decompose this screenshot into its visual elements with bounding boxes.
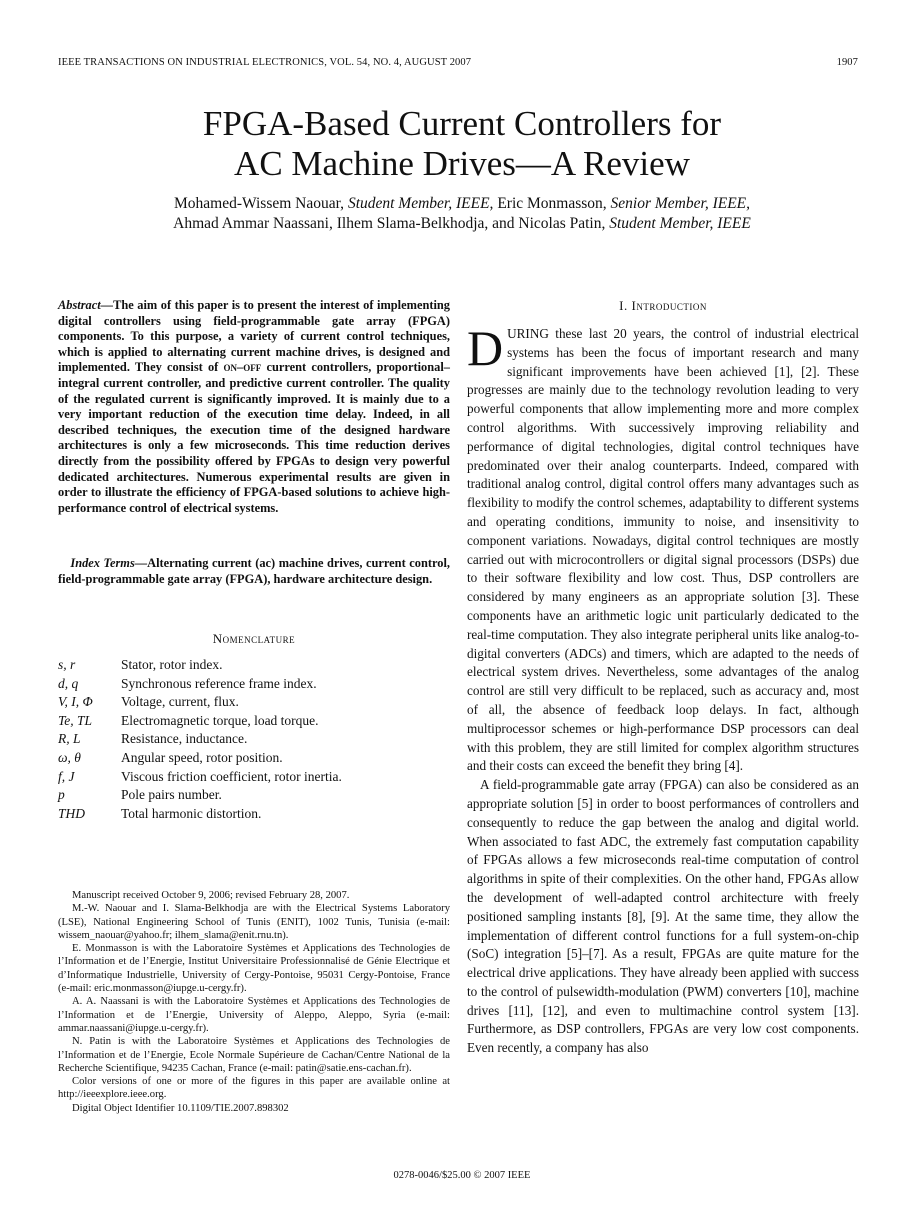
intro-paragraph-1: DURING these last 20 years, the control of industrial electrical systems has been the focus of important research and many significant improvements have been achieved [1], [2]. These progresses are mainly due to the technology revolution leading to very powerful components that allow implementing more and more complex control algorithms. With successively improving reliability and performance of digital technologies, digital control techniques have predominated over their analog counterparts. Indeed, compared with traditional analog control, digital control offers many advantages such as flexibility to modify the control schemes, adaptability to different systems and operating conditions, immunity to noise, and insensitivity to component variations. Nowadays, digital control techniques are mostly carried out with microcontrollers or digital signal processors (DSPs) due to their software flexibility and low cost. Thus, DSP controllers are considered by many engineers as an appropriate solution [3]. These components have an arithmetic logic unit particularly dedicated to the real-time computation. They also integrate peripheral units like analog-to-digital converters (ADCs) and timers, which are adapted to the needs of electrical system drives. Nevertheless, some advantages of the analog control are still very difficult to be replaced, such as accuracy and, most of all, the absence of feedback loop delays. In fact, although multiprocessor schemes or high-performance DSP processors can deal with this problem, they are still limited for complex algorithm structures and their costs can exceed the benefit they bring [4].: [467, 320, 859, 774]
author-3: Ahmad Ammar Naassani, Ilhem Slama-Belkhodja, and Nicolas Patin,: [173, 215, 606, 232]
author-1-role: Student Member, IEEE,: [347, 195, 494, 212]
nomenclature-description: Viscous friction coefficient, rotor inertia.: [121, 768, 342, 784]
section-number: I.: [619, 298, 628, 313]
nomenclature-row: [58, 749, 450, 768]
footnote: A. A. Naassani is with the Laboratoire Systèmes et Applications des Technologies de l’Information et de l’Energie, University of Aleppo, Aleppo, Syria (e-mail: ammar.naassani@iupge.u-cergy.fr).: [58, 996, 450, 1034]
index-terms: [58, 556, 450, 587]
introduction-heading: [467, 298, 859, 314]
nomenclature-row: [58, 786, 450, 805]
nomenclature-description: Synchronous reference frame index.: [121, 675, 317, 691]
nomenclature-row: [58, 675, 450, 694]
index-terms-lead: Index Terms—: [70, 556, 148, 570]
nomenclature-row: [58, 693, 450, 712]
drop-cap: D: [467, 320, 504, 376]
section-title: Introduction: [631, 298, 707, 313]
nomenclature-symbol: V, I, Φ: [58, 694, 93, 710]
nomenclature-row: [58, 730, 450, 749]
nomenclature-list: [58, 656, 450, 823]
author-3-role: Student Member, IEEE: [609, 215, 751, 232]
index-terms-text: Alternating current (ac) machine drives, current control, field-programmable gate array (FPGA), hardware architecture design.: [58, 556, 450, 586]
footnotes: [58, 889, 450, 1115]
author-2-role: Senior Member, IEEE,: [610, 195, 751, 212]
nomenclature-row: [58, 712, 450, 731]
introduction-body: [467, 320, 859, 1058]
nomenclature-description: Resistance, inductance.: [121, 731, 248, 747]
nomenclature-symbol: s, r: [58, 657, 76, 672]
abstract: [58, 298, 450, 516]
nomenclature-row: [58, 805, 450, 824]
footnote: Digital Object Identifier 10.1109/TIE.2007.898302: [72, 1102, 289, 1114]
nomenclature-symbol: Te, TL: [58, 712, 93, 728]
footnote: Manuscript received October 9, 2006; revised February 28, 2007.: [72, 890, 350, 901]
copyright-footer: 0278-0046/$25.00 © 2007 IEEE: [393, 1170, 531, 1181]
nomenclature-description: Stator, rotor index.: [121, 657, 223, 672]
abstract-lead: Abstract—: [58, 298, 114, 312]
nomenclature-symbol: d, q: [58, 675, 79, 691]
abstract-text-1: The aim of this paper is to present the interest of implementing digital controllers using field-programmable gate array (FPGA) components. To this purpose, a variety of current control techniques, which is applied to alternating current machine drives, is designed and implemented. They consist of: [58, 298, 450, 375]
title-line-1: FPGA-Based Current Controllers for: [202, 104, 722, 143]
nomenclature-row: [58, 656, 450, 675]
author-2: Eric Monmasson,: [497, 195, 607, 212]
nomenclature-description: Angular speed, rotor position.: [121, 749, 283, 765]
abstract-text-2: current controllers, proportional–integral current controller, and predictive current controller. The quality of the regulated current is significantly improved. It is mainly due to a very important reduction of the execution time delay. Indeed, in all described techniques, the execution time of the designed hardware architectures is only a few microseconds. This time reduction derives directly from the possibility offered by FPGAs to design very powerful dedicated architectures. Numerous experimental results are given in order to illustrate the efficiency of FPGA-based solutions to achieve high-performance control of electrical systems.: [58, 360, 450, 515]
page-number: 1907: [836, 57, 858, 68]
nomenclature-symbol: p: [58, 787, 65, 803]
footnote: Color versions of one or more of the figures in this paper are available online at http://ieeexplore.ieee.org.: [58, 1076, 450, 1101]
nomenclature-description: Total harmonic distortion.: [121, 805, 262, 821]
abstract-onoff: on–off: [223, 360, 262, 375]
page-title: [0, 104, 924, 184]
title-line-2: AC Machine Drives—A Review: [234, 144, 690, 183]
footnote: E. Monmasson is with the Laboratoire Systèmes et Applications des Technologies de l’Information et de l’Energie, Institut Universitaire Professionnalisé de Génie Electrique et d’Informatique Industrielle, University of Cergy-Pontoise, 95031 Cergy-Pontoise, France (e-mail: eric.monmasson@iupge.u-cergy.fr).: [58, 943, 450, 995]
nomenclature-symbol: R, L: [58, 731, 81, 747]
nomenclature-description: Voltage, current, flux.: [121, 694, 239, 710]
footnote: M.-W. Naouar and I. Slama-Belkhodja are with the Electrical Systems Laboratory (LSE), National Engineering School of Tunis (ENIT), 1002 Tunis, Tunisia (e-mail: wissem_naouar@yahoo.fr; ilhem_slama@enit.rnu.tn).: [58, 903, 450, 941]
nomenclature-symbol: f, J: [58, 768, 75, 784]
intro-paragraph-2: A field-programmable gate array (FPGA) can also be considered as an appropriate solution [5] in order to boost performances of controllers and consequently to reduce the gap between the analog and digital world. When associated to fast ADC, the extremely fast computation capability of FPGAs allows a few microseconds real-time computation of control algorithms in spite of their complexities. On the other hand, FPGAs allow the development of well-adapted control architecture with freely positioned sampling instants [8], [9]. At the same time, they allow the implementation of different control functions for a full system-on-chip (SoC) integration [5]–[7]. As a result, FPGAs are quite mature for the electrical drive applications. They have already been applied with success to the control of pulsewidth-modulation (PWM) converters [10], machine drives [11], [12], and even to multimachine control system [13]. Furthermore, as DSP controllers, FPGAs are very low cost components. Even recently, a company has also: [467, 777, 859, 1056]
author-list: [0, 194, 924, 234]
nomenclature-description: Electromagnetic torque, load torque.: [121, 712, 319, 728]
nomenclature-row: [58, 768, 450, 787]
running-header-journal: IEEE TRANSACTIONS ON INDUSTRIAL ELECTRONICS, VOL. 54, NO. 4, AUGUST 2007: [58, 57, 472, 68]
author-1: Mohamed-Wissem Naouar,: [173, 195, 345, 212]
nomenclature-symbol: THD: [58, 805, 86, 821]
nomenclature-heading: Nomenclature: [212, 631, 296, 646]
nomenclature-symbol: ω, θ: [58, 749, 81, 765]
nomenclature-description: Pole pairs number.: [121, 787, 222, 803]
footnote: N. Patin is with the Laboratoire Systèmes et Applications des Technologies de l’Information et de l’Energie, Ecole Normale Supérieure de Cachan/Centre National de la Recherche Scientifique, 94235 Cachan, France (e-mail: patin@satie.ens-cachan.fr).: [58, 1036, 450, 1074]
